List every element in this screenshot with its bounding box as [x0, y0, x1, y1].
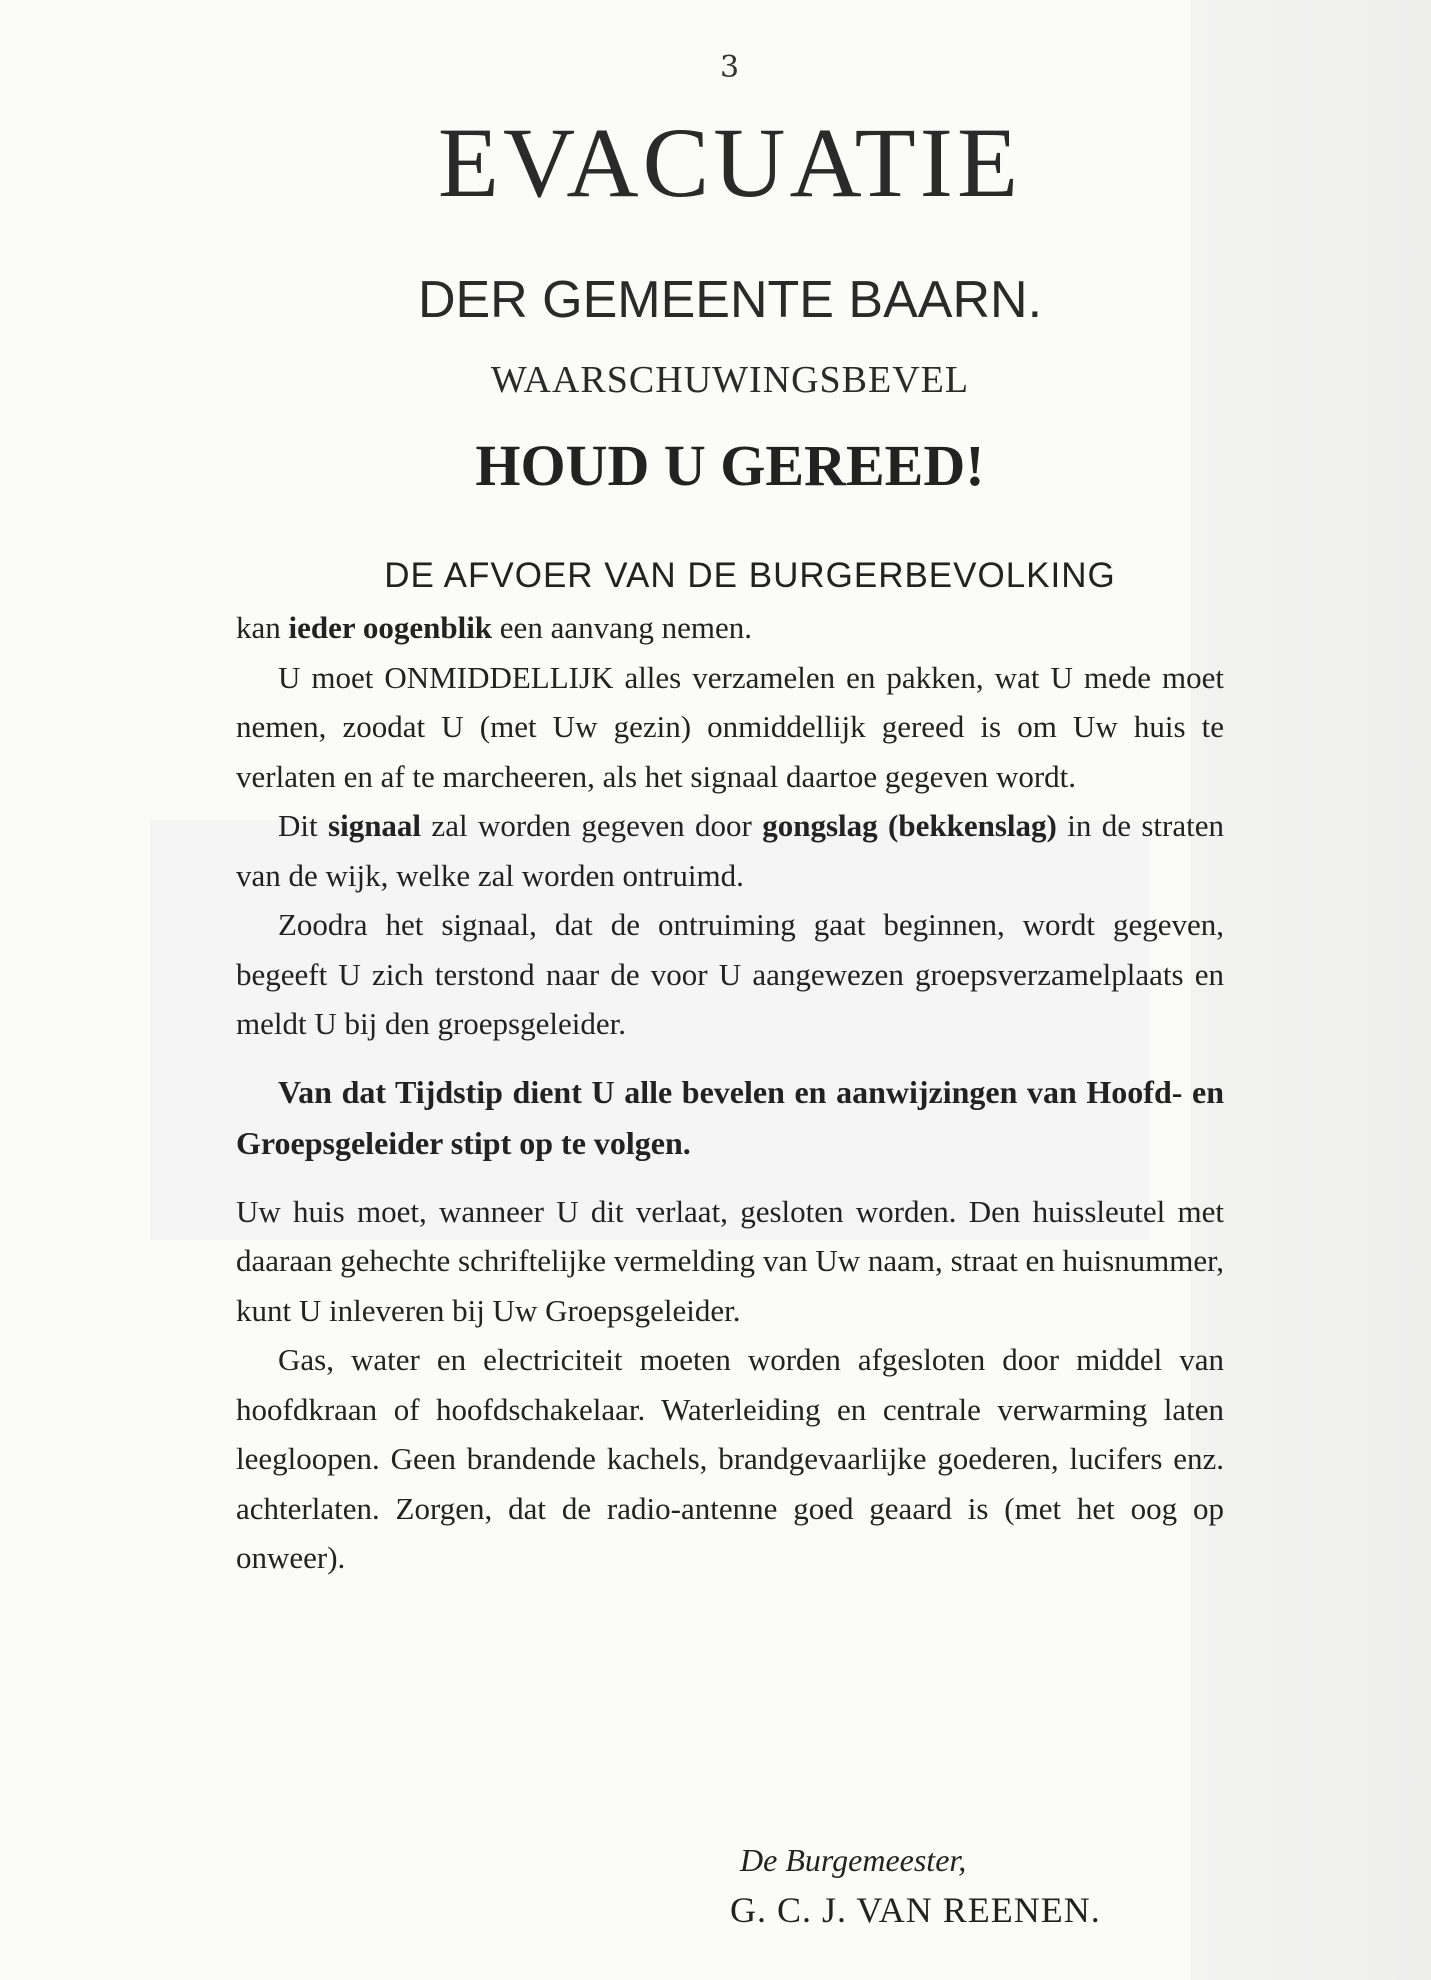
paragraph-3-bold-signal: signaal [328, 808, 422, 843]
signature-block [730, 1842, 1101, 1931]
paragraph-1 [236, 603, 1224, 653]
paragraph-2: U moet ONMIDDELLIJK alles verzamelen en pakken, wat U mede moet nemen, zoodat U (met Uw gezin) onmiddellijk gereed is om Uw huis te verlaten en af te marcheeren, als het signaal daartoe gegeven wordt. [236, 659, 1224, 794]
section-heading: DE AFVOER VAN DE BURGERBEVOLKING [384, 556, 1116, 595]
paragraph-1-bold: ieder oogenblik [288, 610, 493, 645]
signature-role: De Burgemeester, [740, 1842, 967, 1878]
warning-order-title: WAARSCHUWINGSBEVEL [490, 359, 970, 401]
paragraph-3-text-c: zal worden gegeven door [421, 808, 763, 843]
proclamation-body [236, 548, 1224, 1583]
page-number: 3 [720, 50, 740, 85]
spacer [236, 1049, 1224, 1067]
paragraph-1-text-a: kan [236, 610, 289, 645]
paragraph-4: Zoodra het signaal, dat de ontruiming gaat beginnen, wordt gegeven, begeeft U zich terstond naar de voor U aangewezen groepsverzamelplaats en meldt U bij den groepsgeleider. [236, 907, 1224, 1041]
paragraph-3-text-e: in de straten van de wijk, welke zal worden ontruimd. [236, 808, 1224, 893]
paragraph-1-text-c: een aanvang nemen. [492, 610, 752, 645]
paragraph-6: Uw huis moet, wanneer U dit verlaat, gesloten worden. Den huissleutel met daaraan gehechte schriftelijke vermelding van Uw naam, straat en huisnummer, kunt U inleveren bij Uw Groepsgeleider. [236, 1193, 1224, 1328]
paragraph-3-text-a: Dit [278, 808, 329, 843]
paragraph-3-bold-gong: gongslag (bekkenslag) [762, 808, 1057, 843]
signature-name: G. C. J. VAN REENEN. [730, 1890, 1101, 1930]
paragraph-3 [236, 801, 1224, 900]
spacer [236, 1169, 1224, 1187]
page-title: EVACUATIE [437, 107, 1023, 218]
paragraph-7: Gas, water en electriciteit moeten worden afgesloten door middel van hoofdkraan of hoofdschakelaar. Waterleiding en centrale verwarming laten leegloopen. Geen brandende kachels, brandgevaarlijke goederen, lucifers enz. achterlaten. Zorgen, dat de radio-antenne goed geaard is (met het oog op onweer). [236, 1342, 1224, 1575]
command-headline: HOUD U GEREED! [475, 433, 985, 498]
paragraph-5-emphasis: Van dat Tijdstip dient U alle bevelen en aanwijzingen van Hoofd- en Groepsgeleider stipt op te volgen. [236, 1073, 1224, 1161]
page-subtitle: DER GEMEENTE BAARN. [417, 271, 1043, 329]
